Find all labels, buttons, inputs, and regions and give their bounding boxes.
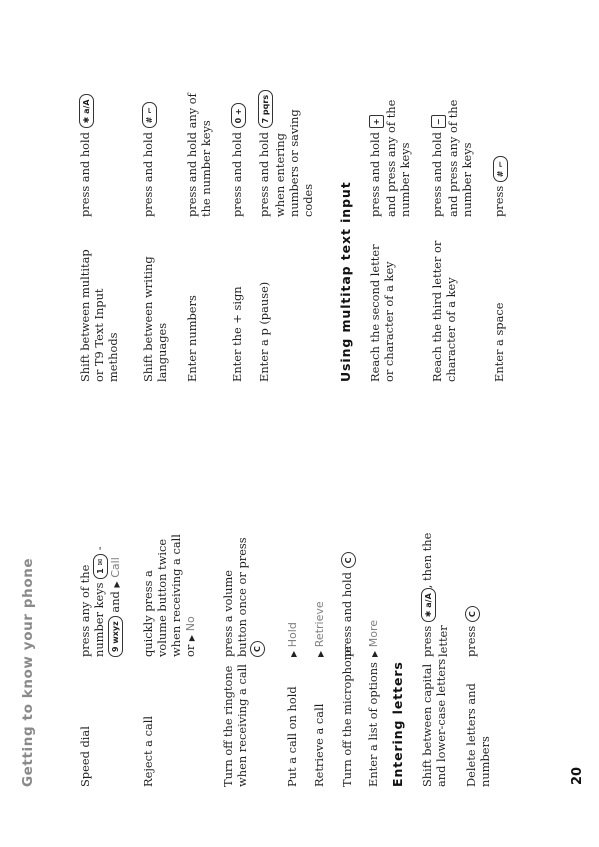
volume-down-key-icon: − <box>431 115 446 128</box>
seven-key-icon: 7 pqrs <box>258 90 273 129</box>
label: Speed dial <box>78 726 92 787</box>
action: press and hold 0 + <box>230 47 246 217</box>
star-key-icon: ✱ a/A <box>421 588 436 622</box>
label: Shift between writing languages <box>141 256 169 382</box>
label: Reach the second letter or character of a key <box>368 244 396 382</box>
key-1-icon: 1 ✉ <box>93 554 108 579</box>
c-key-icon: C <box>465 606 480 622</box>
label: Enter a list of options <box>366 662 380 787</box>
section-heading-multitap: Using multitap text input <box>338 181 353 382</box>
action: press # ⌐ <box>492 47 508 217</box>
action <box>285 622 301 657</box>
label: Reject a call <box>141 715 155 787</box>
hash-key-icon: # ⌐ <box>142 102 157 128</box>
label: Delete letters and numbers <box>464 683 492 787</box>
action: press and hold # ⌐ <box>141 47 157 217</box>
action <box>366 620 382 657</box>
c-key-icon: C <box>341 552 356 568</box>
action: press any of the number keys 1 ✉ - 9 wxyz and ▶ Call <box>78 546 122 657</box>
action: press and hold 7 pqrs when entering numbers or saving codes <box>257 47 315 217</box>
arrow-icon: ▶ <box>370 650 379 657</box>
zero-key-icon: 0 + <box>231 103 246 128</box>
arrow-icon: ▶ <box>111 581 121 588</box>
action: quickly press a volume button twice when receiving a call or ▶ No <box>141 534 197 657</box>
menu-no: No <box>184 616 197 632</box>
star-key-icon: ✱ a/A <box>79 94 94 128</box>
action: press a volume button once or press C <box>221 487 265 657</box>
arrow-icon: ▶ <box>187 634 196 642</box>
action: press and hold any of the number keys <box>185 93 213 217</box>
label: Enter numbers <box>185 295 199 382</box>
action <box>312 601 328 657</box>
menu-retrieve: Retrieve <box>313 601 326 648</box>
label: Enter the + sign <box>230 286 244 382</box>
c-key-icon: C <box>250 641 265 657</box>
menu-more: More <box>367 619 380 648</box>
menu-hold: Hold <box>286 622 299 648</box>
action: press and hold + and press any of the number keys <box>368 99 412 217</box>
page-header: Getting to know your phone <box>20 557 36 787</box>
action: press and hold ✱ a/A <box>78 47 94 217</box>
label: Put a call on hold <box>285 686 299 787</box>
menu-call: Call <box>108 557 122 578</box>
hash-key-icon: # ⌐ <box>493 156 508 182</box>
action: press ✱ a/A, then the letter <box>420 532 450 657</box>
volume-up-key-icon: + <box>369 115 384 128</box>
label: Shift between multitap or T9 Text Input methods <box>78 249 120 382</box>
label: Enter a p (pause) <box>257 281 271 382</box>
arrow-icon: ▶ <box>316 650 325 657</box>
action: press and hold − and press any of the number keys <box>430 99 474 217</box>
arrow-icon: ▶ <box>289 650 298 657</box>
label: Turn off the microphone <box>340 646 354 787</box>
label: Shift between capital and lower-case letters <box>420 658 448 787</box>
section-heading-entering-letters: Entering letters <box>390 661 405 787</box>
action: press C <box>464 487 480 657</box>
label: Retrieve a call <box>312 703 326 787</box>
label: Enter a space <box>492 302 506 382</box>
action: press and hold C <box>340 487 356 657</box>
label: Reach the third letter or character of a key <box>430 240 458 382</box>
page-number: 20 <box>570 766 585 785</box>
label: Turn off the ringtone when receiving a call <box>221 664 249 787</box>
key-9-icon: 9 wxyz <box>108 616 123 657</box>
